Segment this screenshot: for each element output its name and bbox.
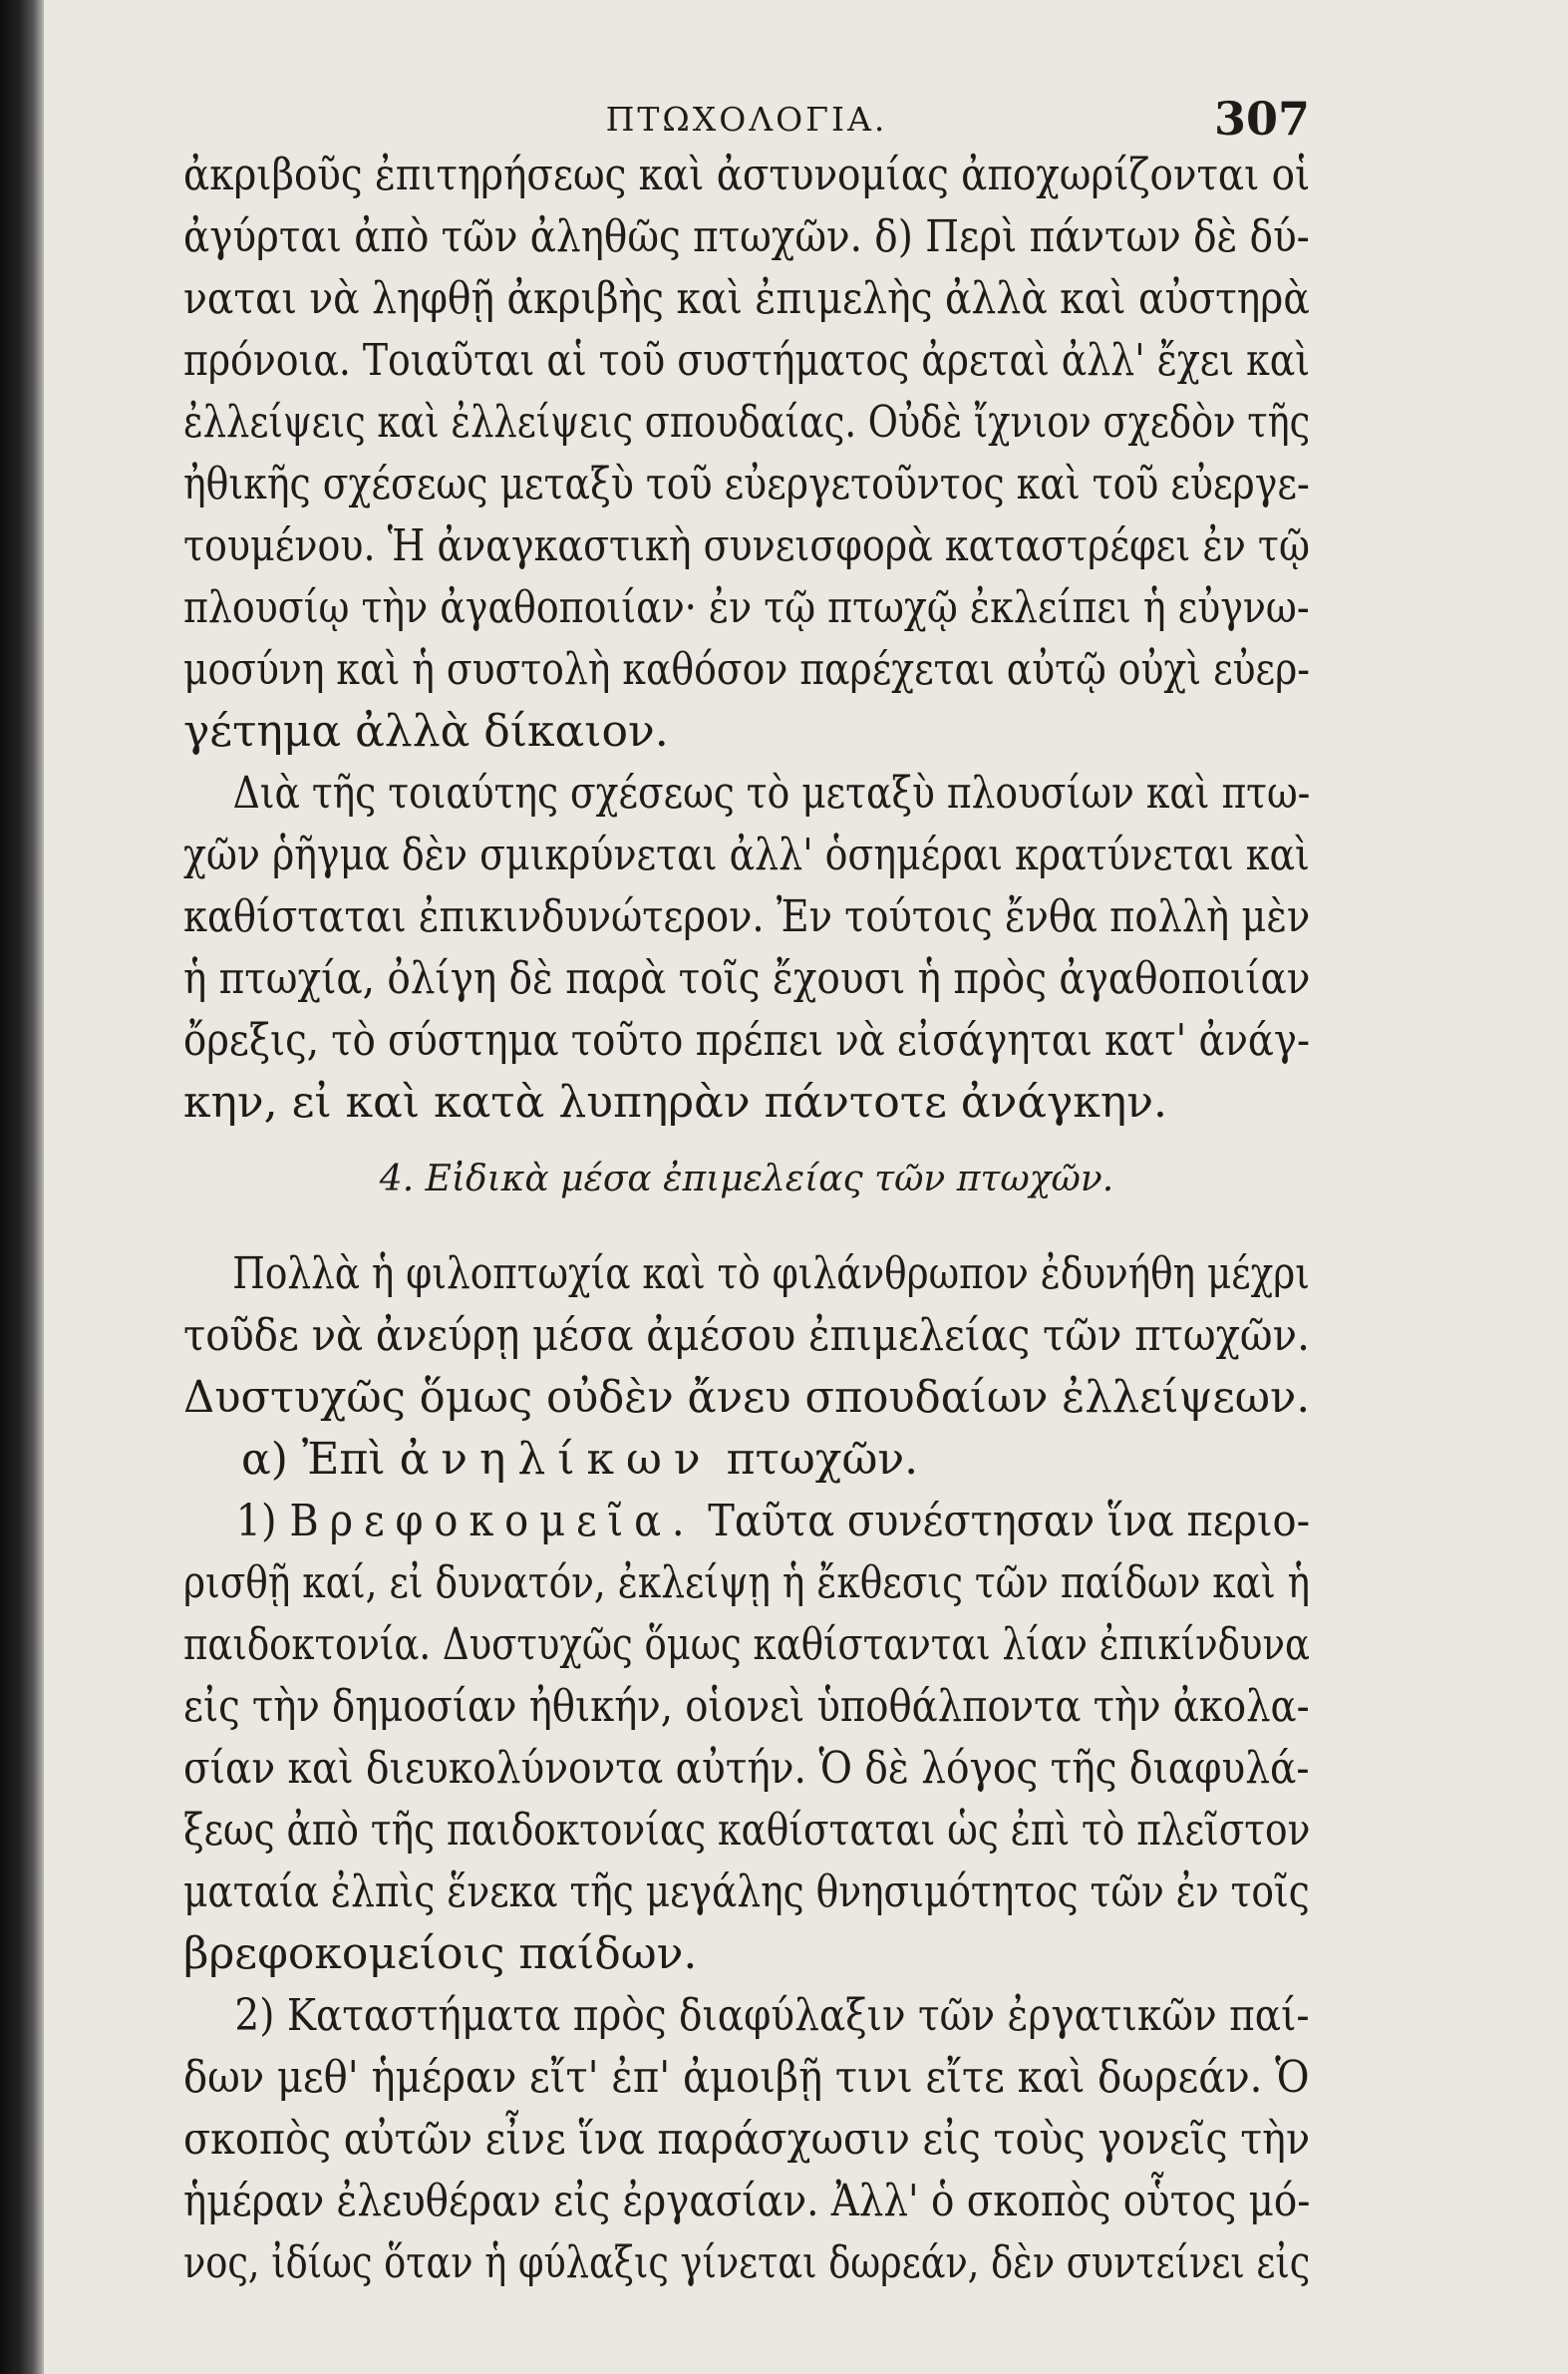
section-heading: 4. Εἰδικὰ μέσα ἐπιμελείας τῶν πτωχῶν. xyxy=(379,1159,1114,1199)
text-line: καθίσταται ἐπικινδυνώτερον. Ἐν τούτοις ἔνθα πολλὴ μὲν xyxy=(183,891,1311,942)
page-number: 307 xyxy=(1213,92,1310,146)
subsection-suffix: πτωχῶν. xyxy=(712,1434,919,1485)
item-1-brephokomeia xyxy=(183,1491,1310,1985)
text-line: ματαία ἐλπὶς ἕνεκα τῆς μεγάλης θνησιμότητος τῶν ἐν τοῖς xyxy=(183,1866,1310,1917)
subsection-heading xyxy=(183,1429,1310,1491)
text-line: πρόνοια. Τοιαῦται αἱ τοῦ συστήματος ἀρεταὶ ἀλλ' ἔχει καὶ xyxy=(183,335,1311,386)
text-line: Διὰ τῆς τοιαύτης σχέσεως τὸ μεταξὺ πλουσίων καὶ πτω- xyxy=(232,768,1311,819)
text-line: τοῦδε νὰ ἀνεύρῃ μέσα ἀμέσου ἐπιμελείας τῶν πτωχῶν. xyxy=(183,1310,1310,1361)
book-spine-shadow xyxy=(0,0,44,2374)
text-line: 2) Καταστήματα πρὸς διαφύλαξιν τῶν ἐργατικῶν παί- xyxy=(234,1990,1310,2041)
text-line: εἰς τὴν δημοσίαν ἠθικήν, οἱονεὶ ὑποθάλποντα τὴν ἀκολα- xyxy=(183,1681,1310,1732)
text-line: μοσύνη καὶ ἡ συστολὴ καθόσον παρέχεται αὐτῷ οὐχὶ εὐερ- xyxy=(183,644,1311,695)
subsection-spaced-word: ἀνηλίκων xyxy=(399,1434,713,1485)
text-line: σίαν καὶ διευκολύνοντα αὐτήν. Ὁ δὲ λόγος τῆς διαφυλά- xyxy=(183,1743,1310,1794)
text-line: παιδοκτονία. Δυστυχῶς ὅμως καθίστανται λίαν ἐπικίνδυνα xyxy=(183,1619,1310,1670)
subsection-prefix: α) Ἐπὶ xyxy=(241,1434,400,1485)
paragraph-1 xyxy=(183,145,1310,763)
text-line: ἀκριβοῦς ἐπιτηρήσεως καὶ ἀστυνομίας ἀποχωρίζονται οἱ xyxy=(183,150,1311,200)
text-line: βρεφοκομείοις παίδων. xyxy=(183,1928,698,1979)
text-line: ξεως ἀπὸ τῆς παιδοκτονίας καθίσταται ὡς ἐπὶ τὸ πλεῖστον xyxy=(183,1805,1311,1856)
text-line: ἡ πτωχία, ὀλίγη δὲ παρὰ τοῖς ἔχουσι ἡ πρὸς ἀγαθοποιίαν xyxy=(183,953,1311,1004)
text-line: Δυστυχῶς ὅμως οὐδὲν ἄνευ σπουδαίων ἐλλείψεων. xyxy=(183,1372,1311,1423)
running-title: ΠΤΩΧΟΛΟΓΙΑ. xyxy=(605,100,888,139)
text-line: ρισθῇ καί, εἰ δυνατόν, ἐκλείψῃ ἡ ἔκθεσις τῶν παίδων καὶ ἡ xyxy=(183,1557,1311,1608)
text-line: ἠθικῆς σχέσεως μεταξὺ τοῦ εὐεργετοῦντος καὶ τοῦ εὐεργε- xyxy=(183,459,1310,509)
page-header xyxy=(183,92,1310,152)
text-line: δων μεθ' ἡμέραν εἴτ' ἐπ' ἀμοιβῇ τινι εἴτε καὶ δωρεάν. Ὁ xyxy=(183,2052,1310,2103)
item-number: 1) xyxy=(235,1496,290,1546)
text-line: χῶν ῥῆγμα δὲν σμικρύνεται ἀλλ' ὁσημέραι κρατύνεται καὶ xyxy=(183,830,1310,880)
text-line: ἀγύρται ἀπὸ τῶν ἀληθῶς πτωχῶν. δ) Περὶ πάντων δὲ δύ- xyxy=(183,211,1310,262)
item-2-katastimata xyxy=(183,1985,1310,2294)
text-line: νος, ἰδίως ὅταν ἡ φύλαξις γίνεται δωρεάν, δὲν συντείνει εἰς xyxy=(183,2237,1311,2288)
text-line: σκοπὸς αὐτῶν εἶνε ἵνα παράσχωσιν εἰς τοὺς γονεῖς τὴν xyxy=(183,2114,1311,2165)
text-line: Πολλὰ ἡ φιλοπτωχία καὶ τὸ φιλάνθρωπον ἐδυνήθη μέχρι xyxy=(232,1248,1310,1299)
page-body xyxy=(183,145,1310,2294)
text-line: ἐλλείψεις καὶ ἐλλείψεις σπουδαίας. Οὐδὲ ἴχνιον σχεδὸν τῆς xyxy=(183,397,1311,448)
text-line: ναται νὰ ληφθῇ ἀκριβὴς καὶ ἐπιμελὴς ἀλλὰ καὶ αὐστηρὰ xyxy=(183,273,1310,324)
text-line: πλουσίῳ τὴν ἀγαθοποιίαν· ἐν τῷ πτωχῷ ἐκλείπει ἡ εὐγνω- xyxy=(183,582,1310,633)
paragraph-3 xyxy=(183,1243,1310,1429)
text-line: κην, εἰ καὶ κατὰ λυπηρὰν πάντοτε ἀνάγκην. xyxy=(183,1077,1167,1128)
paragraph-2 xyxy=(183,763,1310,1134)
book-page xyxy=(44,0,1568,2374)
text-line: τουμένου. Ἡ ἀναγκαστικὴ συνεισφορὰ καταστρέφει ἐν τῷ xyxy=(183,520,1310,571)
text-line xyxy=(183,1491,1311,1552)
item-title-spaced: Βρεφοκομεῖα. xyxy=(289,1496,696,1546)
text-line: ὄρεξις, τὸ σύστημα τοῦτο πρέπει νὰ εἰσάγηται κατ' ἀνάγ- xyxy=(183,1015,1310,1066)
text-line: ἡμέραν ἐλευθέραν εἰς ἐργασίαν. Ἀλλ' ὁ σκοπὸς οὗτος μό- xyxy=(183,2176,1311,2226)
text-line: γέτημα ἀλλὰ δίκαιον. xyxy=(183,706,669,757)
item-first-line-rest: Ταῦτα συνέστησαν ἵνα περιο- xyxy=(695,1496,1311,1546)
